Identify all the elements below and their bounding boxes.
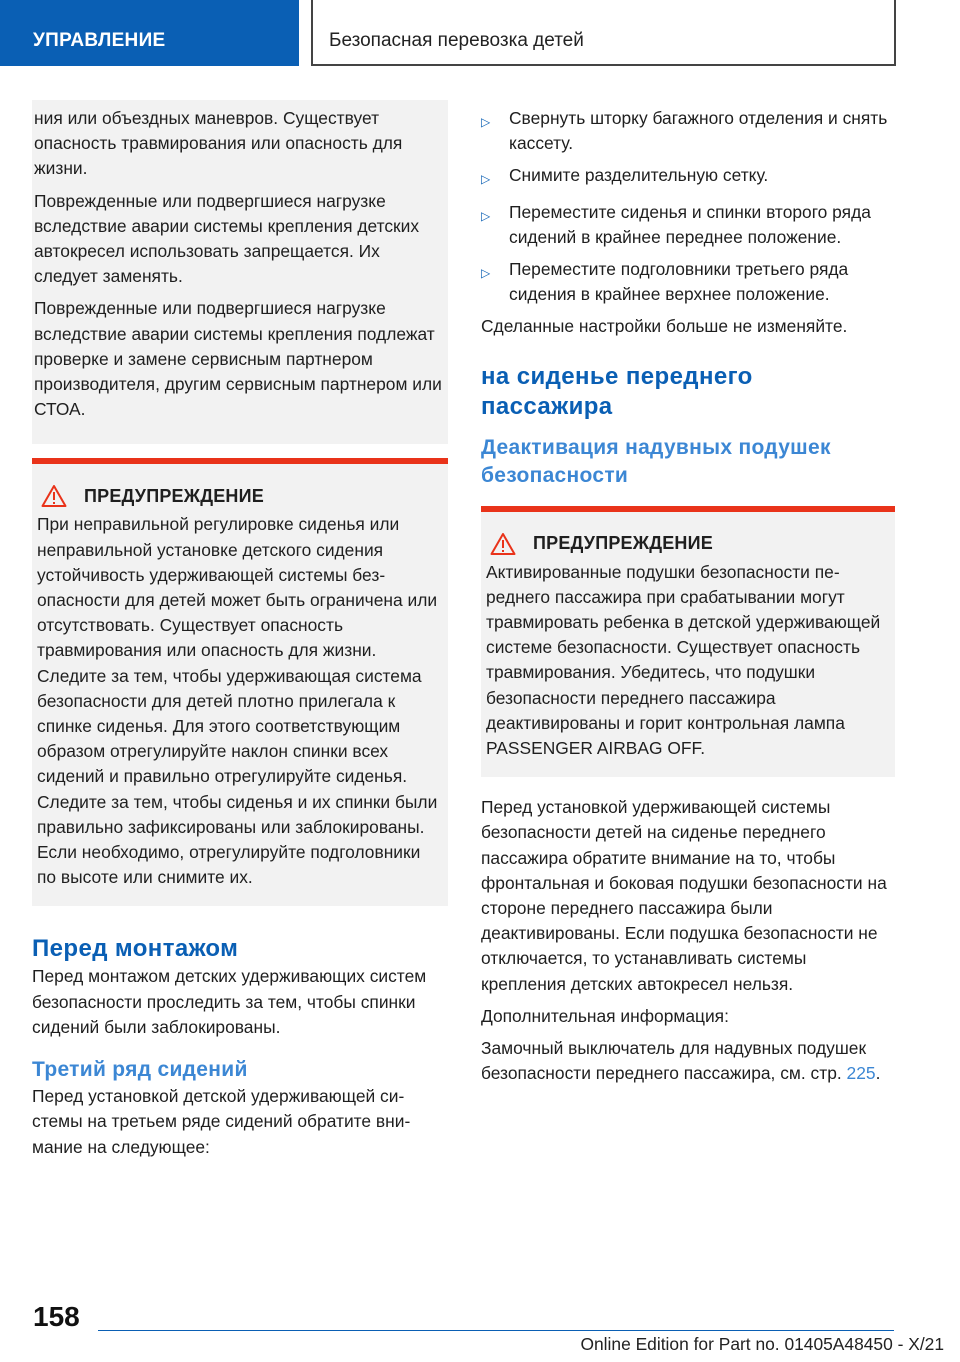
heading-before-mounting: Перед монтажом [32, 935, 239, 963]
left-column [32, 100, 448, 1167]
airbag-paragraph: Перед установкой удерживающей системы безопасности детей на сиденье переднего пассажира обратите внимание на то, чтобы фронтальная и боковая подушки безопасности на стороне переднего пассажира были деактивированы. Если подушка безопасности не отключается, то устанавливать системы крепления детских автокресел нельзя. [481, 797, 887, 994]
inspection-text: Поврежденные или подвергшиеся нагрузке вследствие аварии системы крепления подлежат проверке и замене сервисным партнером производителя, другим сервисным партнером или СТОА. [34, 298, 442, 420]
before-mounting-text: Перед монтажом детских удерживающих систем безопасности проследить за тем, чтобы спинки сидений были заблокированы. [32, 966, 427, 1037]
page-number: 158 [33, 1301, 80, 1332]
warning-title: ПРЕДУПРЕЖДЕНИЕ [84, 485, 264, 506]
section-title: УПРАВЛЕНИЕ [33, 30, 166, 51]
warning-header [37, 484, 440, 508]
heading-airbag-deactivation: Деактивация надувных подушек безопасности [481, 435, 831, 487]
third-row-text: Перед установкой детской удерживающей системы на третьем ряде сидений обратите внимание на следующее: [32, 1086, 411, 1157]
step-list [481, 106, 895, 307]
heading-front-passenger-seat: на сиденье переднего пассажира [481, 362, 753, 420]
continued-warning-box [32, 100, 448, 444]
warning-continued-text: ния или объездных маневров. Существует опасность травмирования или опасность для жизни. [34, 108, 403, 179]
step-arrow-icon: ▷ [481, 208, 491, 223]
chapter-header [311, 0, 896, 66]
key-switch-paragraph: Замочный выключатель для надувных подушек безопасности переднего пассажира, см. стр. 225. [481, 1038, 881, 1084]
section-tab [0, 0, 299, 66]
step-arrow-icon: ▷ [481, 172, 491, 187]
warning-text: При неправильной регулировке сиденья или неправильной установке детского сидения устойчивость удерживающей системы безопасности для детей может быть ограничена или отсутствовать. Существует опасность травмирования или опасность для жизни. Следите за тем, чтобы удерживающая система безопасности для детей плотно прилегала к спинке сиденья. Для этого соответствующим образом отрегулируйте наклон спинки всех сидений и правильно отрегулируйте сиденья. Следите за тем, чтобы сиденья и их спинки были правильно зафиксированы или заблокированы. Если необходимо, отрегулируйте подголовники по высоте или снимите их. [37, 514, 438, 888]
step-arrow-icon: ▷ [481, 266, 491, 281]
page-reference-link[interactable]: 225 [846, 1063, 876, 1084]
warning-title: ПРЕДУПРЕЖДЕНИЕ [533, 533, 713, 554]
additional-info-label: Дополнительная информация: [481, 1005, 729, 1026]
warning-text: Активированные подушки безопасности переднего пассажира при срабатывании могут травмировать ребенка в детской удерживающей системе безопасности. Существует опасность травмирования. Убедитесь, что подушки безопасности переднего пассажира деактивированы и горит контрольная лампа PASSENGER AIRBAG OFF. [486, 561, 881, 759]
step-item: ▷ Снимите разделительную сетку. [481, 163, 895, 192]
step-arrow-icon: ▷ [481, 115, 491, 129]
warning-triangle-icon [41, 484, 67, 508]
step-item: ▷ Переместите сиденья и спинки второго ряда сидений в крайнее переднее положение. [481, 200, 895, 250]
steps-note: Сделанные настройки больше не изменяйте. [481, 316, 848, 337]
edition-footer: Online Edition for Part no. 01405A48450 - X/21 [580, 1334, 944, 1354]
warning-box-seat-adjust [32, 458, 448, 906]
chapter-title: Безопасная перевозка детей [329, 30, 584, 51]
warning-box-airbag [481, 506, 895, 778]
warning-triangle-icon [490, 532, 516, 556]
warning-header [486, 532, 887, 556]
right-column [481, 100, 895, 1093]
step-item: ▷ Переместите подголовники третьего ряда сидения в крайнее верхнее положение. [481, 257, 895, 307]
damaged-seats-text: Поврежденные или подвергшиеся нагрузке вследствие аварии системы крепления детских автокресел использовать запрещается. Их следует заменять. [34, 190, 420, 287]
heading-third-row: Третий ряд сидений [32, 1058, 248, 1082]
step-item: ▷ Свернуть шторку багажного отделения и снять кассету. [481, 106, 895, 156]
footer-divider [98, 1330, 894, 1331]
